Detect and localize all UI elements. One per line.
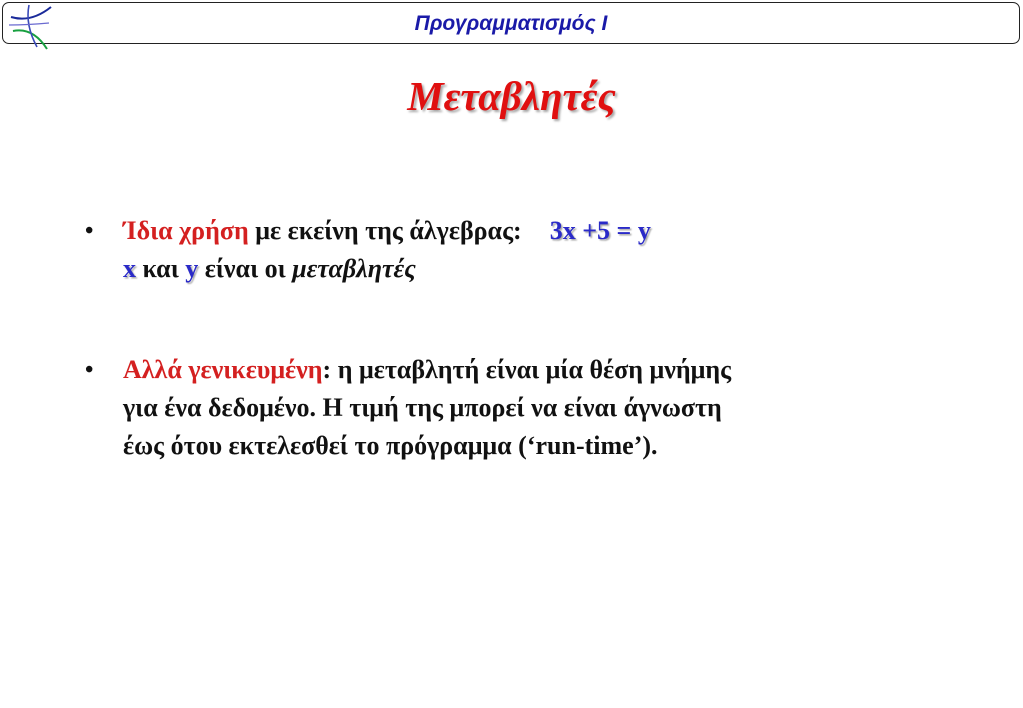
variable-x: x xyxy=(123,254,136,283)
bullet-text: : η μεταβλητή είναι μία θέση μνήμης xyxy=(322,355,732,384)
bullet-line: έως ότου εκτελεσθεί το πρόγραμμα (‘run-time’). xyxy=(123,431,658,460)
bullet-line xyxy=(123,351,965,389)
bullet-item xyxy=(85,351,965,465)
header-bar xyxy=(2,2,1020,44)
bullet-dot-icon: • xyxy=(85,218,94,244)
bullet-text: και xyxy=(136,254,186,283)
bullet-line: για ένα δεδομένο. Η τιμή της μπορεί να είναι άγνωστη xyxy=(123,393,722,422)
bullet-line xyxy=(123,212,965,250)
bullet-text: με εκείνη της άλγεβρας: xyxy=(248,216,522,245)
bullet-item xyxy=(85,212,965,288)
bullet-line xyxy=(123,250,965,288)
bullet-dot-icon: • xyxy=(85,357,94,383)
slide-title: Μεταβλητές xyxy=(407,73,616,119)
variable-y: y xyxy=(185,254,199,283)
bullet-text: είναι οι xyxy=(198,254,293,283)
bullet-highlight: Αλλά γενικευμένη xyxy=(123,355,323,384)
bullet-italic-term: μεταβλητές xyxy=(292,254,416,283)
header-title: Προγραμματισμός Ι xyxy=(414,12,608,35)
slide-content xyxy=(85,212,965,465)
bullet-highlight: Ίδια χρήση xyxy=(123,216,249,245)
equation: 3x +5 = y xyxy=(549,216,651,245)
